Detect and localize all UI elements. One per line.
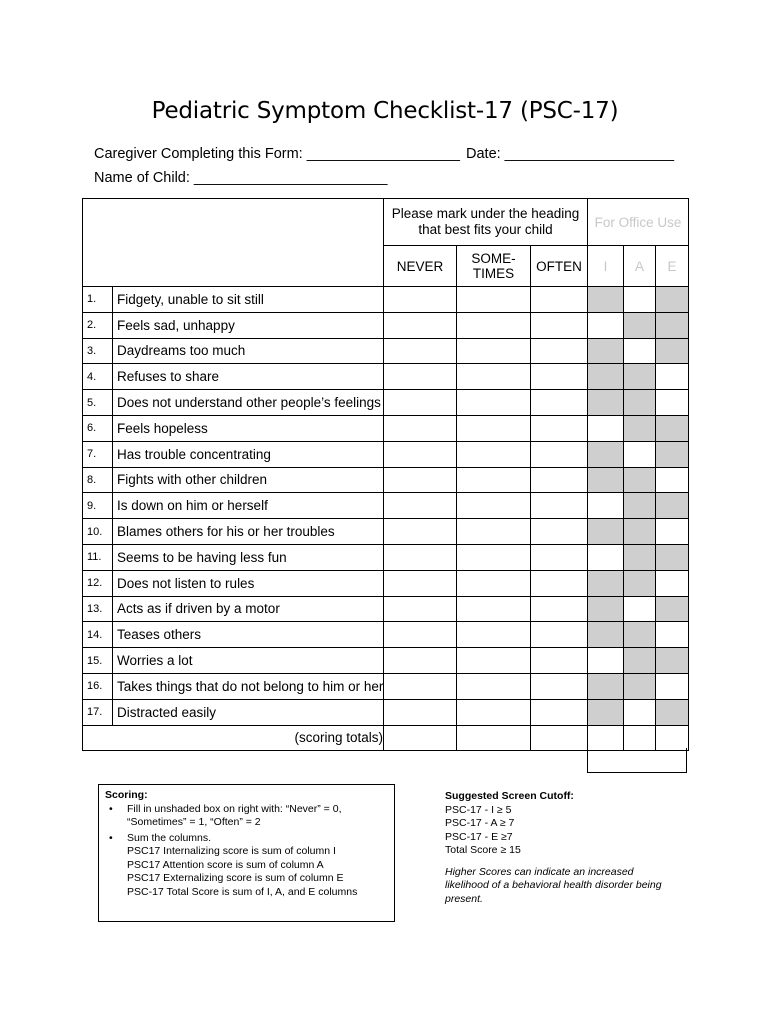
office-cell-a[interactable]: [624, 596, 656, 622]
answer-cell-often[interactable]: [531, 648, 588, 674]
answer-cell-sometimes[interactable]: [457, 390, 531, 416]
item-text: Acts as if driven by a motor: [113, 596, 384, 622]
item-text: Fidgety, unable to sit still: [113, 287, 384, 313]
office-cell-e: [656, 648, 689, 674]
item-text: Fights with other children: [113, 467, 384, 493]
col-i-header: I: [588, 246, 624, 287]
item-text: Blames others for his or her troubles: [113, 519, 384, 545]
answer-cell-never[interactable]: [384, 648, 457, 674]
table-row: [83, 519, 689, 545]
answer-cell-sometimes[interactable]: [457, 467, 531, 493]
office-cell-e[interactable]: [656, 467, 689, 493]
office-cell-a: [624, 364, 656, 390]
table-row: [83, 673, 689, 699]
answer-cell-sometimes[interactable]: [457, 648, 531, 674]
office-use-header: For Office Use: [588, 199, 689, 246]
col-never-header: NEVER: [384, 246, 457, 287]
item-text: Worries a lot: [113, 648, 384, 674]
answer-cell-never[interactable]: [384, 519, 457, 545]
answer-cell-often[interactable]: [531, 364, 588, 390]
item-text: Is down on him or herself: [113, 493, 384, 519]
office-cell-i[interactable]: [588, 415, 624, 441]
office-cell-i[interactable]: [588, 648, 624, 674]
office-cell-i: [588, 519, 624, 545]
total-cell-often[interactable]: [531, 725, 588, 751]
table-row: [83, 699, 689, 725]
bullet-icon: •: [109, 831, 113, 844]
table-row: [83, 570, 689, 596]
item-text: Daydreams too much: [113, 338, 384, 364]
answer-cell-never[interactable]: [384, 699, 457, 725]
office-cell-a: [624, 467, 656, 493]
col-e-header: E: [656, 246, 689, 287]
answer-cell-sometimes[interactable]: [457, 338, 531, 364]
answer-cell-sometimes[interactable]: [457, 544, 531, 570]
table-row: [83, 312, 689, 338]
answer-cell-often[interactable]: [531, 570, 588, 596]
office-cell-e: [656, 441, 689, 467]
item-number: 3.: [83, 338, 113, 364]
answer-cell-sometimes[interactable]: [457, 673, 531, 699]
office-cell-a: [624, 622, 656, 648]
office-cell-e: [656, 596, 689, 622]
item-text: Does not listen to rules: [113, 570, 384, 596]
office-cell-i: [588, 338, 624, 364]
answer-cell-often[interactable]: [531, 390, 588, 416]
answer-cell-sometimes[interactable]: [457, 364, 531, 390]
office-cell-i: [588, 364, 624, 390]
item-number: 16.: [83, 673, 113, 699]
answer-cell-often[interactable]: [531, 441, 588, 467]
answer-cell-sometimes[interactable]: [457, 519, 531, 545]
answer-cell-often[interactable]: [531, 596, 588, 622]
total-cell-i[interactable]: [588, 725, 624, 751]
office-cell-a: [624, 390, 656, 416]
office-cell-a[interactable]: [624, 338, 656, 364]
office-cell-a[interactable]: [624, 287, 656, 313]
answer-cell-never[interactable]: [384, 467, 457, 493]
answer-cell-never[interactable]: [384, 596, 457, 622]
screen-cutoff: [445, 790, 665, 906]
table-row: [83, 415, 689, 441]
item-number: 17.: [83, 699, 113, 725]
office-cell-e[interactable]: [656, 364, 689, 390]
office-cell-e[interactable]: [656, 622, 689, 648]
total-cell-a[interactable]: [624, 725, 656, 751]
office-cell-i: [588, 622, 624, 648]
item-number: 7.: [83, 441, 113, 467]
item-number: 2.: [83, 312, 113, 338]
office-cell-i: [588, 287, 624, 313]
table-row: [83, 544, 689, 570]
scoring-instructions: [98, 784, 395, 922]
table-row: [83, 441, 689, 467]
office-cell-i: [588, 570, 624, 596]
item-number: 14.: [83, 622, 113, 648]
answer-cell-sometimes[interactable]: [457, 312, 531, 338]
total-cell-never[interactable]: [384, 725, 457, 751]
answer-cell-never[interactable]: [384, 364, 457, 390]
instruction-header: Please mark under the heading that best fits your child: [384, 199, 588, 246]
date-field[interactable]: Date: _____________________: [466, 146, 675, 162]
answer-cell-never[interactable]: [384, 312, 457, 338]
office-cell-i[interactable]: [588, 544, 624, 570]
caregiver-field[interactable]: Caregiver Completing this Form: ___________________: [94, 146, 460, 162]
office-cell-a: [624, 648, 656, 674]
office-cell-a: [624, 312, 656, 338]
answer-cell-never[interactable]: [384, 622, 457, 648]
cutoff-line: PSC-17 - E ≥7: [445, 830, 513, 843]
office-cell-a: [624, 415, 656, 441]
office-cell-e: [656, 312, 689, 338]
answer-cell-often[interactable]: [531, 622, 588, 648]
answer-cell-sometimes[interactable]: [457, 622, 531, 648]
item-number: 4.: [83, 364, 113, 390]
answer-cell-sometimes[interactable]: [457, 699, 531, 725]
table-row: [83, 622, 689, 648]
table-row: [83, 338, 689, 364]
answer-cell-sometimes[interactable]: [457, 287, 531, 313]
office-cell-i: [588, 390, 624, 416]
table-row: [83, 390, 689, 416]
child-name-field[interactable]: Name of Child: ________________________: [94, 170, 388, 186]
office-cell-a[interactable]: [624, 699, 656, 725]
item-text: Feels hopeless: [113, 415, 384, 441]
answer-cell-sometimes[interactable]: [457, 493, 531, 519]
answer-cell-never[interactable]: [384, 338, 457, 364]
col-a-header: A: [624, 246, 656, 287]
table-row: [83, 648, 689, 674]
table-corner: [83, 199, 384, 287]
office-cell-i: [588, 699, 624, 725]
office-cell-i[interactable]: [588, 493, 624, 519]
answer-cell-sometimes[interactable]: [457, 570, 531, 596]
answer-cell-often[interactable]: [531, 467, 588, 493]
answer-cell-sometimes[interactable]: [457, 596, 531, 622]
answer-cell-never[interactable]: [384, 673, 457, 699]
office-cell-e[interactable]: [656, 673, 689, 699]
cutoff-note: Higher Scores can indicate an increased likelihood of a behavioral health disorder being present.: [445, 865, 662, 905]
item-number: 8.: [83, 467, 113, 493]
answer-cell-sometimes[interactable]: [457, 441, 531, 467]
form-title: Pediatric Symptom Checklist-17 (PSC-17): [151, 98, 619, 124]
office-cell-e[interactable]: [656, 570, 689, 596]
table-row: [83, 287, 689, 313]
cutoff-heading: Suggested Screen Cutoff:: [445, 790, 574, 802]
item-number: 9.: [83, 493, 113, 519]
answer-cell-often[interactable]: [531, 287, 588, 313]
office-cell-e: [656, 493, 689, 519]
office-cell-e[interactable]: [656, 519, 689, 545]
answer-cell-never[interactable]: [384, 570, 457, 596]
office-cell-a: [624, 570, 656, 596]
answer-cell-sometimes[interactable]: [457, 415, 531, 441]
totals-row: [83, 725, 689, 751]
item-number: 12.: [83, 570, 113, 596]
office-cell-i[interactable]: [588, 312, 624, 338]
answer-cell-often[interactable]: [531, 699, 588, 725]
item-text: Seems to be having less fun: [113, 544, 384, 570]
office-cell-a[interactable]: [624, 441, 656, 467]
item-number: 13.: [83, 596, 113, 622]
cutoff-line: PSC-17 - I ≥ 5: [445, 803, 512, 816]
item-text: Distracted easily: [113, 699, 384, 725]
item-text: Feels sad, unhappy: [113, 312, 384, 338]
office-cell-e: [656, 699, 689, 725]
table-row: [83, 493, 689, 519]
item-number: 10.: [83, 519, 113, 545]
office-cell-i: [588, 441, 624, 467]
office-cell-a: [624, 493, 656, 519]
total-score-cell[interactable]: [587, 748, 687, 773]
item-text: Does not understand other people’s feelings: [113, 390, 384, 416]
answer-cell-often[interactable]: [531, 673, 588, 699]
item-number: 5.: [83, 390, 113, 416]
table-row: [83, 467, 689, 493]
answer-cell-often[interactable]: [531, 415, 588, 441]
answer-cell-often[interactable]: [531, 544, 588, 570]
scoring-totals-label: (scoring totals): [83, 725, 384, 751]
office-cell-i: [588, 596, 624, 622]
answer-cell-often[interactable]: [531, 338, 588, 364]
item-number: 15.: [83, 648, 113, 674]
answer-cell-often[interactable]: [531, 493, 588, 519]
scoring-bullet: • Fill in unshaded box on right with: “Never” = 0, “Sometimes” = 1, “Often” = 2: [109, 802, 342, 828]
bullet-icon: •: [109, 802, 113, 815]
answer-cell-never[interactable]: [384, 544, 457, 570]
answer-cell-never[interactable]: [384, 390, 457, 416]
office-cell-e: [656, 287, 689, 313]
item-number: 6.: [83, 415, 113, 441]
office-cell-e: [656, 544, 689, 570]
total-cell-e[interactable]: [656, 725, 689, 751]
answer-cell-often[interactable]: [531, 519, 588, 545]
col-sometimes-header: SOME- TIMES: [457, 246, 531, 287]
table-row: [83, 364, 689, 390]
item-text: Has trouble concentrating: [113, 441, 384, 467]
office-cell-e: [656, 415, 689, 441]
office-cell-i: [588, 673, 624, 699]
answer-cell-never[interactable]: [384, 287, 457, 313]
office-cell-e[interactable]: [656, 390, 689, 416]
office-cell-a: [624, 519, 656, 545]
item-text: Takes things that do not belong to him or her: [113, 673, 384, 699]
office-cell-i: [588, 467, 624, 493]
col-often-header: OFTEN: [531, 246, 588, 287]
item-number: 11.: [83, 544, 113, 570]
total-cell-sometimes[interactable]: [457, 725, 531, 751]
scoring-bullet: • Sum the columns. PSC17 Internalizing score is sum of column I PSC17 Attention score is sum of column A PSC17 Externalizing score is sum of column E PSC-17 Total Score is sum of I, A, and E columns: [109, 831, 358, 898]
answer-cell-never[interactable]: [384, 415, 457, 441]
cutoff-line: PSC-17 - A ≥ 7: [445, 817, 515, 829]
item-text: Refuses to share: [113, 364, 384, 390]
symptom-checklist-table: [82, 198, 689, 751]
scoring-heading: Scoring:: [105, 789, 148, 801]
item-number: 1.: [83, 287, 113, 313]
office-cell-a: [624, 673, 656, 699]
cutoff-line: Total Score ≥ 15: [445, 844, 521, 856]
office-cell-a: [624, 544, 656, 570]
item-text: Teases others: [113, 622, 384, 648]
answer-cell-never[interactable]: [384, 441, 457, 467]
table-row: [83, 596, 689, 622]
office-cell-e: [656, 338, 689, 364]
answer-cell-never[interactable]: [384, 493, 457, 519]
answer-cell-often[interactable]: [531, 312, 588, 338]
